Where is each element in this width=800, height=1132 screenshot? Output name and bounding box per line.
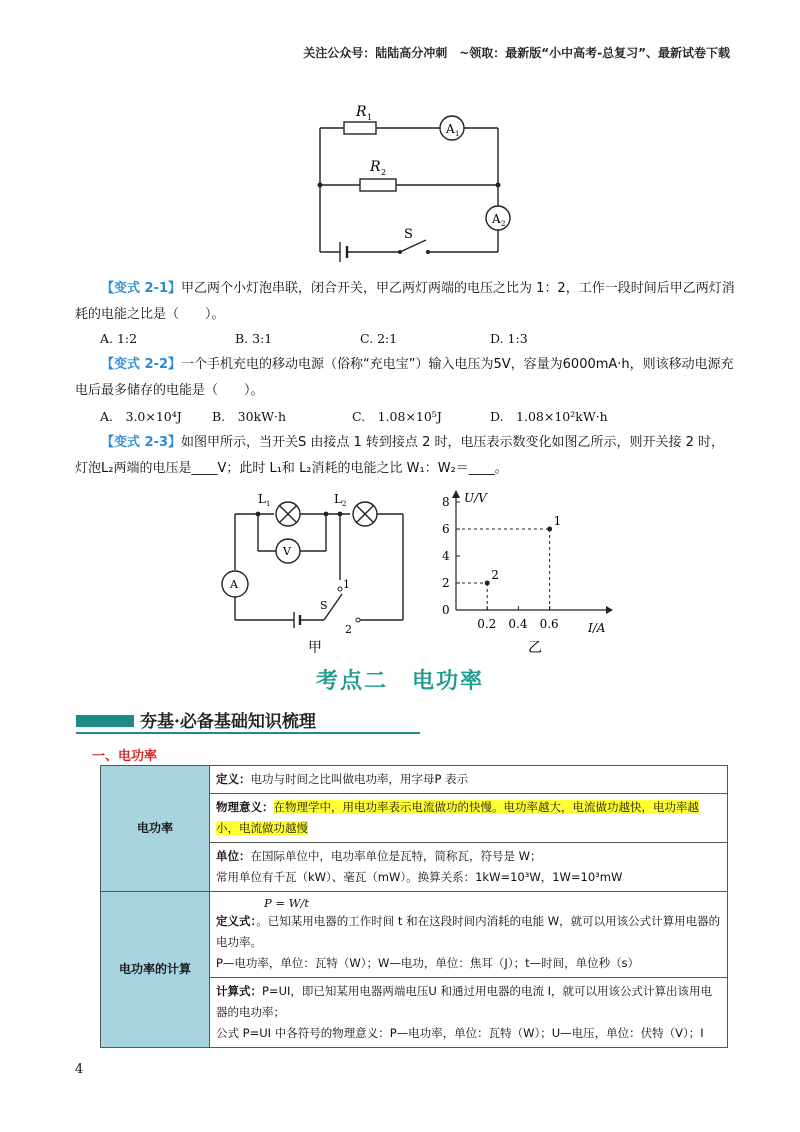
table-cell-meaning [210,794,728,843]
option-c: C. 2:1 [360,331,398,346]
data-point [547,527,552,532]
a1-sub: 1 [455,130,460,138]
question-2-3 [75,430,735,482]
cell-key: 定义式： [216,914,257,928]
l1-label: L [258,492,266,506]
a2-label: A [492,212,501,226]
r2-sub: 2 [381,168,387,177]
caption-jia: 甲 [308,640,322,656]
question-tag: 【变式 2-3】 [101,435,182,450]
y-tick-label: 4 [442,549,450,563]
row-head-power: 电功率 [101,766,210,892]
banner-text: 夯基·必备基础知识梳理 [140,712,316,732]
question-2-1 [75,276,735,328]
cell-value: 常用单位有千瓦（kW）、毫瓦（mW）。换算关系：1kW=10³W，1W=10³mW [216,870,623,884]
highlighted-value: 在物理学中，用电功率表示电流做功的快慢。电功率越大，电流做功越快，电功率越小，电流做功越慢 [216,800,699,835]
r1-label: R [356,104,367,120]
option-d: D. 1.08×10²kW·h [490,409,608,424]
cell-value: 公式 P=UI 中各符号的物理意义：P—电功率，单位：瓦特（W）；U—电压，单位：伏特（V）；I [216,1026,704,1040]
page-number: 4 [75,1062,84,1077]
cell-value: 。已知某用电器的工作时间 t 和在这段时间内消耗的电能 W，就可以用该公式计算用电器的电功率。 [216,914,721,949]
a2-sub: 2 [501,220,506,228]
section-title: 考点二 电功率 [315,669,484,694]
question-text: 如图甲所示，当开关S 由接点 1 转到接点 2 时，电压表示数变化如图乙所示，则开关接 2 时，灯泡L₂两端的电压是____V；此时 L₁和 L₂消耗的电能之比 W₁：W₂＝____。 [75,435,725,476]
question-tag: 【变式 2-1】 [101,281,182,296]
question-text: 甲乙两个小灯泡串联，闭合开关，甲乙两灯两端的电压之比为 1：2，工作一段时间后甲乙两灯消耗的电能之比是（ ）。 [75,281,735,322]
switch-label: S [404,227,413,242]
page-header: 关注公众号：陆陆高分冲刺 ~领取：最新版“小中高考-总复习”、最新试卷下载 [303,46,730,60]
cell-value: 电功与时间之比叫做电功率，用字母P 表示 [250,772,469,786]
voltmeter-label: V [283,545,291,558]
cell-key: 定义： [216,772,251,786]
cell-key: 单位： [216,849,251,863]
question-2-2 [75,352,735,404]
y-tick-label: 6 [442,522,450,536]
table-cell-calc-formula [210,978,728,1048]
cell-key: 计算式： [216,984,262,998]
cell-value: P—电功率，单位：瓦特（W）；W—电功，单位：焦耳（J）；t—时间，单位秒（s） [216,956,640,970]
table-row [101,892,728,978]
option-d: D. 1:3 [490,331,528,346]
l1-sub: 1 [266,500,271,508]
x-tick-label: 0.2 [477,617,497,631]
r2-label: R [370,159,381,175]
row-head-calculation: 电功率的计算 [101,892,210,1048]
ui-graph [430,488,620,658]
data-point-label: 2 [491,568,499,582]
l2-label: L [334,492,342,506]
y-tick-label: 2 [442,576,450,590]
point2-label: 2 [345,623,352,636]
y-tick-label: 0 [442,603,450,617]
data-point-label: 1 [553,514,562,528]
l2-sub: 2 [342,500,347,508]
table-cell-unit [210,843,728,892]
r1-sub: 1 [367,113,373,122]
y-axis-label: U/V [464,491,487,505]
a1-label: A [446,122,455,136]
data-point [485,581,490,586]
option-b: B. 30kW·h [212,409,287,424]
circuit-diagram-2 [210,488,420,658]
x-axis-label: I/A [588,621,606,635]
switch-label: S [320,599,328,612]
sub-title: 一、电功率 [92,749,158,764]
option-b: B. 3:1 [235,331,273,346]
formula-text: P = W/t [264,896,310,910]
knowledge-table [100,765,728,1048]
x-tick-label: 0.4 [508,617,528,631]
formula [216,895,721,911]
table-cell-def-formula [210,892,728,978]
ammeter-label: A [230,578,238,591]
table-cell-definition [210,766,728,794]
cell-value: P=UI，即已知某用电器两端电压U 和通过用电器的电流 I，就可以用该公式计算出该用电器的电功率； [216,984,712,1019]
option-a: A. 3.0×10⁴J [100,409,182,424]
cell-key: 物理意义： [216,800,274,814]
banner-underline [76,732,420,734]
y-tick-label: 8 [442,495,450,509]
option-a: A. 1:2 [100,331,138,346]
question-text: 一个手机充电的移动电源（俗称“充电宝”）输入电压为5V，容量为6000mA·h，则该移动电源充电后最多储存的电能是（ ）。 [75,357,734,398]
question-tag: 【变式 2-2】 [101,357,182,372]
x-tick-label: 0.6 [539,617,559,631]
caption-yi: 乙 [528,640,542,656]
circuit-diagram-1 [300,92,530,272]
section-banner [76,706,420,734]
table-row [101,766,728,794]
point1-label: 1 [343,578,350,591]
cell-value: 在国际单位中，电功率单位是瓦特，简称瓦，符号是 W； [250,849,542,863]
option-c: C. 1.08×10⁵J [352,409,442,424]
banner-bar [76,715,134,727]
